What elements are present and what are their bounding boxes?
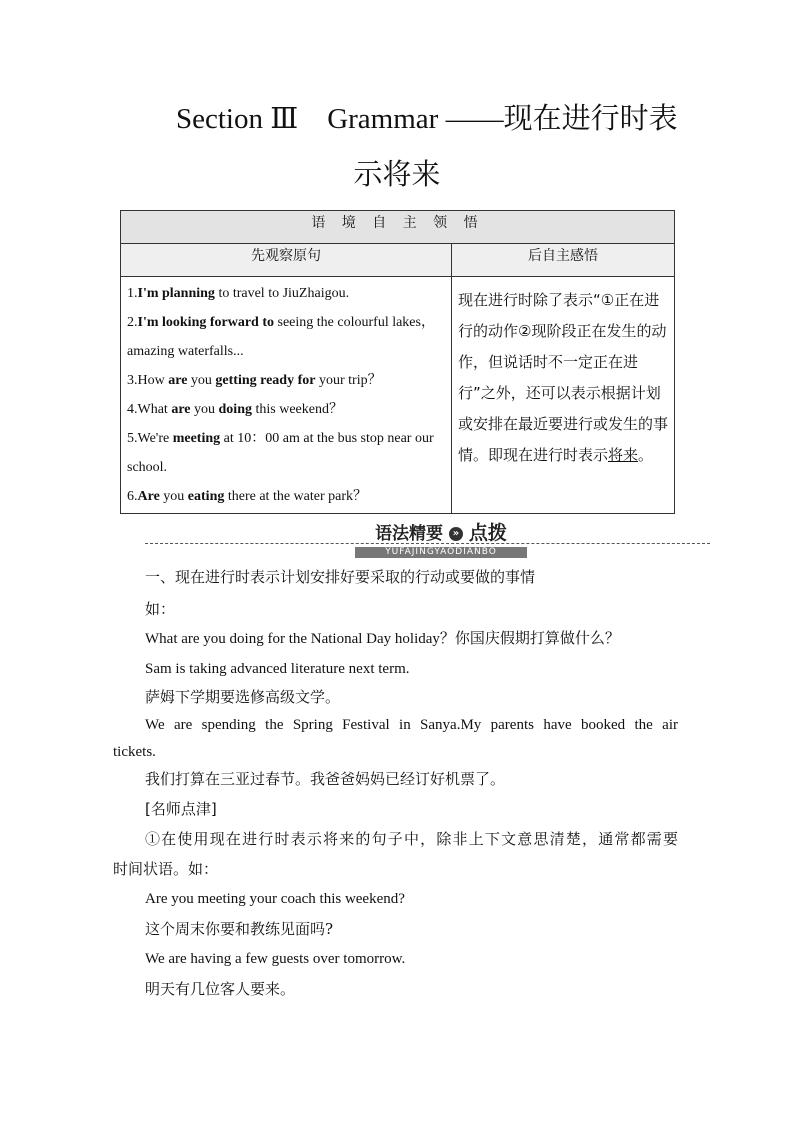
sentence-text: you [190, 402, 219, 417]
sentence-number: 6. [127, 489, 138, 504]
context-table [120, 210, 675, 514]
sentence-text: to travel to JiuZhaigou. [214, 286, 350, 301]
page-title-line1: Section Ⅲ Grammar ——现在进行时表 [176, 103, 678, 135]
key-phrase: are [171, 402, 191, 417]
section-heading: 一、现在进行时表示计划安排好要采取的行动或要做的事情 [145, 568, 536, 586]
teacher-note-line2: 时间状语。如： [113, 860, 219, 878]
sentence-text: you [159, 489, 188, 504]
key-phrase: getting ready for [215, 373, 316, 388]
key-phrase: I'm looking forward [137, 315, 259, 330]
key-phrase: are [168, 373, 188, 388]
sentence-text: seeing the colourful lakes，amazing waterfalls... [127, 315, 435, 359]
example-sentence [127, 308, 445, 366]
key-phrase: doing [218, 402, 252, 417]
example-sentence-list [127, 279, 445, 511]
sentence-text: this weekend？ [251, 402, 343, 417]
example-3-en-line1: We are spending the Spring Festival in Sanya.My parents have booked the air [145, 717, 678, 733]
banner-pinyin: YUFAJINGYAODIANBO [355, 547, 527, 558]
example-sentence [127, 279, 445, 308]
example-intro: 如： [145, 600, 176, 618]
column-header-insight: 后自主感悟 [452, 244, 675, 277]
example-3-en-line2: tickets. [113, 744, 156, 760]
example-sentences-cell [121, 277, 452, 514]
example-4-zh: 这个周末你要和教练见面吗? [145, 920, 334, 938]
sentence-number: 3. [127, 373, 138, 388]
sentence-number: 2. [127, 315, 138, 330]
banner-title-right: 点拨 [468, 522, 507, 544]
teacher-note-line1: ①在使用现在进行时表示将来的句子中，除非上下文意思清楚，通常都需要 [145, 830, 678, 848]
example-2-en: Sam is taking advanced literature next term. [145, 661, 410, 677]
example-sentence [127, 366, 445, 395]
grammar-content [113, 560, 678, 1004]
example-3-zh: 我们打算在三亚过春节。我爸爸妈妈已经订好机票了。 [145, 770, 506, 788]
banner-badge [355, 518, 527, 558]
key-phrase: eating [187, 489, 225, 504]
sentence-text: there at the water park？ [224, 489, 368, 504]
section-banner [145, 516, 710, 557]
insight-text: 现在进行时除了表示“①正在进行的动作②现阶段正在发生的动作，但说话时不一定正在进行”之外，还可以表示根据计划或安排在最近要进行或发生的事情。即现在进行时表示 [458, 291, 669, 464]
teacher-note-label: [名师点津] [145, 800, 217, 818]
sentence-number: 1. [127, 286, 138, 301]
banner-title [375, 524, 507, 544]
sentence-text: at 10：00 am at the bus stop near our school. [127, 431, 434, 475]
banner-title-left: 语法精要 [375, 524, 444, 544]
example-4-en: Are you meeting your coach this weekend? [145, 891, 405, 907]
sentence-number: 4. [127, 402, 138, 417]
sentence-text: We're [137, 431, 173, 446]
sentence-text: How [137, 373, 169, 388]
key-phrase: Are [137, 489, 160, 504]
example-2-zh: 萨姆下学期要选修高级文学。 [145, 688, 341, 706]
sentence-text: you [187, 373, 216, 388]
insight-cell [452, 277, 675, 514]
example-sentence [127, 482, 445, 511]
key-phrase: to [262, 315, 275, 330]
example-sentence [127, 424, 445, 482]
page-title-line2: 示将来 [353, 159, 441, 191]
key-phrase: meeting [172, 431, 221, 446]
table-header: 语 境 自 主 领 悟 [121, 211, 675, 244]
double-arrow-icon: » [449, 527, 463, 541]
example-5-zh: 明天有几位客人要来。 [145, 980, 296, 998]
example-5-en: We are having a few guests over tomorrow. [145, 951, 406, 967]
key-phrase: I'm planning [137, 286, 215, 301]
column-header-observe: 先观察原句 [121, 244, 452, 277]
sentence-number: 5. [127, 431, 138, 446]
example-sentence [127, 395, 445, 424]
example-1: What are you doing for the National Day holiday？你国庆假期打算做什么？ [145, 631, 620, 647]
insight-underlined-text: 将来 [608, 446, 639, 464]
sentence-text: your trip？ [315, 373, 382, 388]
insight-end: 。 [638, 446, 654, 464]
sentence-text: What [137, 402, 172, 417]
